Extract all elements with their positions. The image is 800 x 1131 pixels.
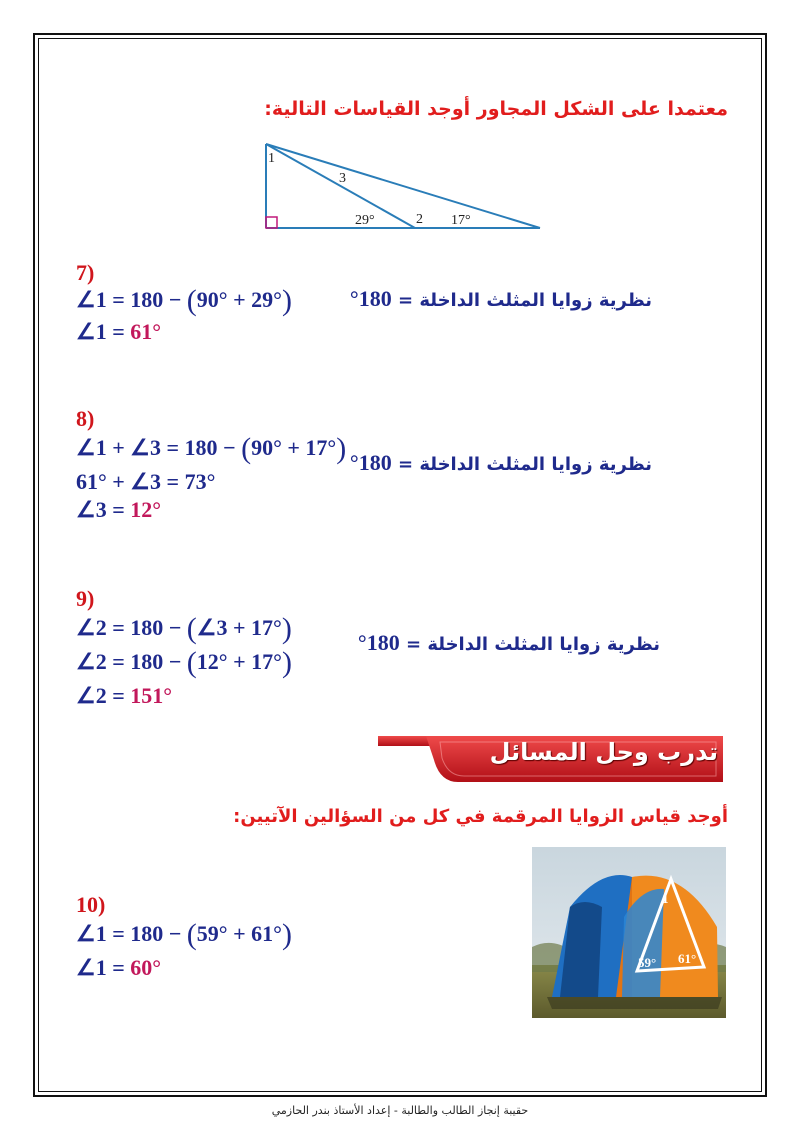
problem-9-line1: [76, 614, 292, 643]
problem-9-answer: 151°: [130, 683, 173, 708]
problem-10-line1-inner: 59° + 61°: [196, 921, 282, 946]
problem-9-theorem: [358, 630, 660, 656]
problem-9-line1-left: ∠2 = 180 −: [76, 615, 187, 640]
theorem-text: نظرية زوايا المثلث الداخلة =: [399, 634, 660, 655]
problem-7-line2-prefix: ∠1 =: [76, 319, 131, 344]
paren-open: (: [186, 918, 197, 951]
problem-8-theorem: [350, 450, 652, 476]
problem-10-line1: [76, 920, 292, 949]
section-heading: معتمدا على الشكل المجاور أوجد القياسات التالية:: [264, 98, 728, 120]
problem-9-line2: [76, 648, 292, 677]
figure-label-angle2: 2: [416, 212, 423, 227]
problem-8-line2: 61° + ∠3 = 73°: [76, 469, 216, 494]
theorem-text: نظرية زوايا المثلث الداخلة =: [391, 290, 652, 311]
paren-open: (: [186, 612, 197, 645]
triangle-figure: [255, 138, 555, 238]
paren-close: ): [281, 284, 292, 317]
paren-close: ): [281, 646, 292, 679]
figure-label-17: 17°: [451, 213, 471, 228]
problem-8-line1: [76, 434, 346, 463]
tent-label-61: 61°: [678, 951, 697, 966]
banner-title: تدرب وحل المسائل: [489, 738, 718, 766]
paren-open: (: [241, 432, 252, 465]
problem-9-number: 9): [76, 586, 95, 611]
problem-8-number: 8): [76, 406, 95, 431]
problem-8-line3-prefix: ∠3 =: [76, 497, 131, 522]
problem-10-line2: [76, 954, 161, 982]
problem-8-line1-left: ∠1 + ∠3 = 180 −: [76, 435, 242, 460]
problem-9-line2-left: ∠2 = 180 −: [76, 649, 187, 674]
problem-9-line1-inner: ∠3 + 17°: [196, 615, 282, 640]
problem-7-number: 7): [76, 260, 95, 285]
paren-close: ): [336, 432, 347, 465]
problem-10-answer: 60°: [130, 955, 162, 980]
tent-image: [532, 847, 726, 1018]
problem-9-line3: [76, 682, 172, 710]
problem-8-line3: [76, 496, 161, 524]
figure-label-angle3: 3: [339, 171, 346, 186]
problem-9-line2-inner: 12° + 17°: [196, 649, 282, 674]
theorem-text: نظرية زوايا المثلث الداخلة =: [391, 454, 652, 475]
theorem-value: 180°: [357, 630, 400, 655]
figure-label-29: 29°: [355, 213, 375, 228]
theorem-value: 180°: [349, 286, 392, 311]
problem-7-line2: [76, 318, 161, 346]
figure-label-angle1: 1: [268, 151, 275, 166]
problem-7-line1-left: ∠1 = 180 −: [76, 287, 187, 312]
problem-9-line3-prefix: ∠2 =: [76, 683, 131, 708]
problem-7-line1-inner: 90° + 29°: [196, 287, 282, 312]
problem-7-answer: 61°: [130, 319, 162, 344]
problem-7-line1: [76, 286, 292, 315]
page-footer: حقيبة إنجاز الطالب والطالبة - إعداد الأستاذ بندر الحازمي: [271, 1104, 529, 1117]
problem-7-theorem: [350, 286, 652, 312]
problem-8-answer: 12°: [130, 497, 162, 522]
paren-close: ): [281, 918, 292, 951]
theorem-value: 180°: [349, 450, 392, 475]
problem-10-number: 10): [76, 892, 106, 917]
paren-open: (: [186, 646, 197, 679]
problem-10-line2-prefix: ∠1 =: [76, 955, 131, 980]
paren-open: (: [186, 284, 197, 317]
paren-close: ): [281, 612, 292, 645]
problem-8-line1-inner: 90° + 17°: [251, 435, 337, 460]
tent-label-59: 59°: [638, 955, 657, 970]
problem-10-line1-left: ∠1 = 180 −: [76, 921, 187, 946]
right-angle-mark: [266, 217, 277, 228]
instruction-text: أوجد قياس الزوايا المرقمة في كل من السؤالين الآتيين:: [233, 806, 728, 827]
tent-label-angle1: 1: [662, 891, 669, 906]
